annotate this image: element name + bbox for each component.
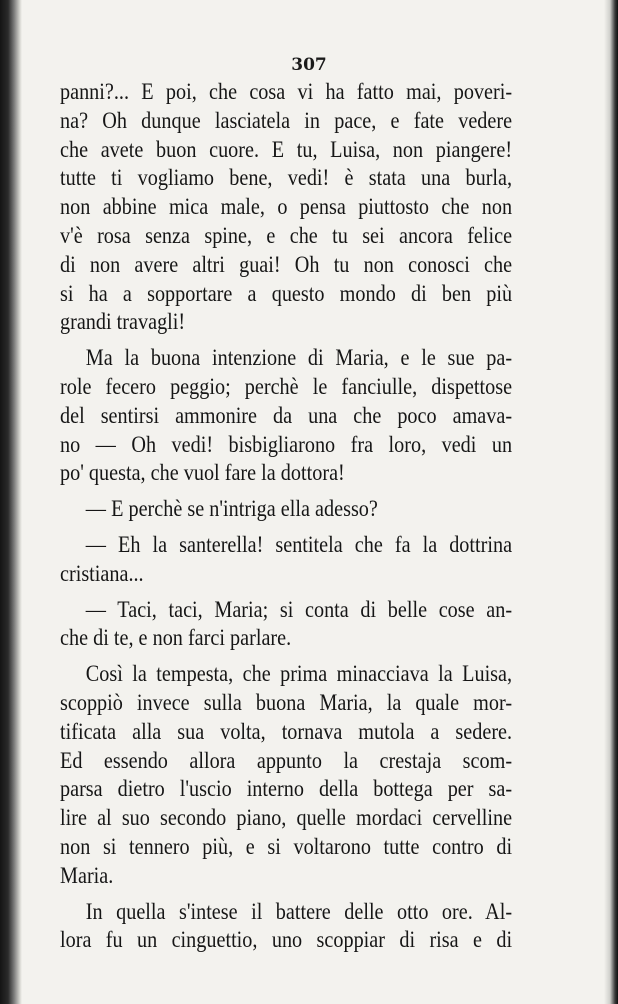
- text-line: — Eh la santerella! sentitela che fa la dottrina: [85, 531, 513, 558]
- text-line: di non avere altri guai! Oh tu non conosci che: [60, 251, 513, 278]
- text-line: Ma la buona intenzione di Maria, e le sue pa-: [85, 345, 513, 372]
- text-line: tificata alla sua volta, tornava mutola a sedere.: [60, 718, 513, 745]
- text-line: po' questa, che vuol fare la dottora!: [60, 460, 345, 487]
- text-line: che di te, e non farci parlare.: [60, 625, 292, 652]
- text-line: che avete buon cuore. E tu, Luisa, non piangere!: [60, 136, 513, 163]
- paragraph-gap: [60, 653, 512, 660]
- text-line: lora fu un cinguettio, uno scoppiar di risa e di: [60, 927, 513, 954]
- text-line: non abbine mica male, o pensa piuttosto che non: [60, 194, 513, 221]
- text-line: In quella s'intese il battere delle otto ore. Al-: [85, 898, 513, 925]
- text-line: no — Oh vedi! bisbigliarono fra loro, vedi un: [60, 431, 513, 458]
- text-line: v'è rosa senza spine, e che tu sei ancora felice: [60, 222, 513, 249]
- body-text: [60, 78, 512, 955]
- text-line: Maria.: [60, 862, 114, 889]
- paragraph-gap: [60, 524, 512, 531]
- text-line: role fecero peggio; perchè le fanciulle, dispettose: [60, 373, 513, 400]
- paragraph-gap: [60, 891, 512, 898]
- text-line: si ha a sopportare a questo mondo di ben più: [60, 280, 513, 307]
- text-line: tutte ti vogliamo bene, vedi! è stata una burla,: [60, 165, 513, 192]
- text-line: Ed essendo allora appunto la crestaja scom-: [60, 747, 513, 774]
- page-edge-shadow: [604, 0, 618, 1004]
- text-line: — Taci, taci, Maria; si conta di belle cose an-: [85, 596, 513, 623]
- text-line: del sentirsi ammonire da una che poco amava-: [60, 402, 513, 429]
- text-line: cristiana...: [60, 560, 144, 587]
- paragraph-gap: [60, 488, 512, 495]
- text-line: panni?... E poi, che cosa vi ha fatto mai, poveri-: [60, 79, 513, 105]
- text-line: na? Oh dunque lasciatela in pace, e fate vedere: [60, 107, 513, 134]
- book-spine-shadow: [0, 0, 22, 1004]
- text-line: scoppiò invece sulla buona Maria, la quale mor-: [60, 689, 513, 716]
- text-line: grandi travagli!: [60, 309, 186, 336]
- text-line: lire al suo secondo piano, quelle mordaci cervelline: [60, 805, 513, 832]
- text-line: Così la tempesta, che prima minacciava la Luisa,: [85, 661, 513, 688]
- text-line: parsa dietro l'uscio interno della bottega per sa-: [60, 776, 513, 803]
- page-number: 307: [291, 55, 327, 75]
- paragraph-gap: [60, 589, 512, 596]
- text-line: non si tennero più, e si voltarono tutte contro di: [60, 833, 513, 860]
- paragraph-gap: [60, 337, 512, 344]
- text-line: — E perchè se n'intriga ella adesso?: [85, 496, 378, 523]
